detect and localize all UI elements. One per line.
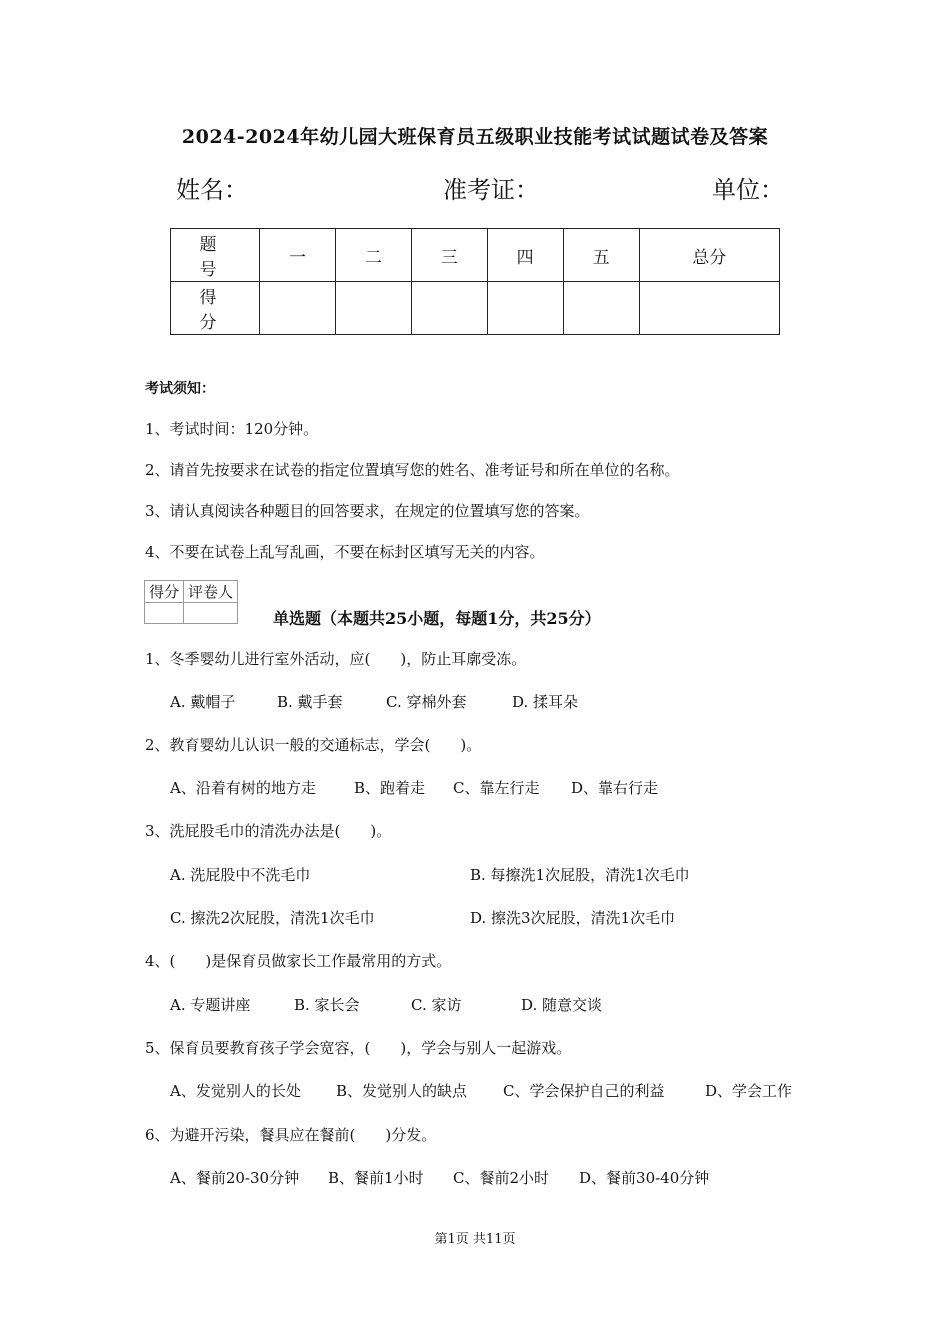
grader-box bbox=[144, 580, 238, 624]
section-title: 单选题（本题共25小题，每题1分，共25分） bbox=[273, 609, 601, 628]
score-table-cell: 总分 bbox=[639, 229, 779, 282]
notice-item: 3、请认真阅读各种题目的回答要求，在规定的位置填写您的答案。 bbox=[145, 502, 590, 520]
question-text: 5、保育员要教育孩子学会宽容，( )，学会与别人一起游戏。 bbox=[145, 1039, 572, 1057]
option: D. 随意交谈 bbox=[521, 996, 603, 1014]
score-table-cell: 五 bbox=[563, 229, 639, 282]
option: C. 擦洗2次屁股，清洗1次毛巾 bbox=[170, 909, 375, 927]
score-input-cell bbox=[260, 282, 336, 335]
score-table-cell: 题 号 bbox=[171, 229, 260, 282]
option: B. 戴手套 bbox=[277, 693, 343, 711]
question-text: 6、为避开污染，餐具应在餐前( )分发。 bbox=[145, 1126, 437, 1144]
option: D、靠右行走 bbox=[571, 779, 659, 797]
question-text: 4、( )是保育员做家长工作最常用的方式。 bbox=[145, 952, 452, 970]
score-input-cell bbox=[639, 282, 779, 335]
option: C. 穿棉外套 bbox=[386, 693, 467, 711]
score-table-cell: 一 bbox=[260, 229, 336, 282]
score-table-cell: 三 bbox=[411, 229, 487, 282]
option: B、发觉别人的缺点 bbox=[336, 1082, 468, 1100]
option: A、沿着有树的地方走 bbox=[170, 779, 316, 797]
score-input-cell bbox=[411, 282, 487, 335]
question-text: 2、教育婴幼儿认识一般的交通标志，学会( )。 bbox=[145, 736, 482, 754]
option: A. 戴帽子 bbox=[170, 693, 236, 711]
option: A、发觉别人的长处 bbox=[170, 1082, 301, 1100]
option: C、靠左行走 bbox=[453, 779, 540, 797]
name-field-label: 姓名： bbox=[176, 176, 248, 204]
score-table-cell: 得 分 bbox=[171, 282, 260, 335]
notice-item: 1、考试时间：120分钟。 bbox=[145, 420, 319, 438]
option: D. 擦洗3次屁股，清洗1次毛巾 bbox=[470, 909, 676, 927]
grader-score-cell bbox=[145, 603, 184, 624]
option: B. 每擦洗1次屁股，清洗1次毛巾 bbox=[470, 866, 690, 884]
option: A、餐前20-30分钟 bbox=[170, 1169, 300, 1187]
score-table-cell: 四 bbox=[487, 229, 563, 282]
option: C、餐前2小时 bbox=[453, 1169, 550, 1187]
notice-item: 2、请首先按要求在试卷的指定位置填写您的姓名、准考证号和所在单位的名称。 bbox=[145, 461, 680, 479]
option: A. 洗屁股中不洗毛巾 bbox=[170, 866, 311, 884]
question-text: 3、洗屁股毛巾的清洗办法是( )。 bbox=[145, 822, 392, 840]
option: B、跑着走 bbox=[354, 779, 426, 797]
score-table-cell: 二 bbox=[335, 229, 411, 282]
score-input-cell bbox=[563, 282, 639, 335]
document-title: 2024-2024年幼儿园大班保育员五级职业技能考试试题试卷及答案 bbox=[181, 126, 769, 148]
option: D、学会工作 bbox=[705, 1082, 793, 1100]
option: C、学会保护自己的利益 bbox=[503, 1082, 665, 1100]
question-text: 1、冬季婴幼儿进行室外活动，应( )，防止耳廓受冻。 bbox=[145, 650, 527, 668]
page-footer: 第1页 共11页 bbox=[434, 1232, 516, 1247]
score-input-cell bbox=[487, 282, 563, 335]
grader-name-cell bbox=[184, 603, 238, 624]
notice-title: 考试须知： bbox=[145, 381, 215, 397]
score-table-score-row bbox=[171, 282, 780, 335]
score-table-header-row bbox=[171, 229, 780, 282]
exam-number-field-label: 准考证： bbox=[443, 176, 539, 204]
option: C. 家访 bbox=[411, 996, 462, 1014]
option: D. 揉耳朵 bbox=[512, 693, 579, 711]
unit-field-label: 单位： bbox=[712, 176, 784, 204]
option: A. 专题讲座 bbox=[170, 996, 251, 1014]
option: B、餐前1小时 bbox=[328, 1169, 424, 1187]
grader-name-label: 评卷人 bbox=[184, 581, 238, 603]
option: D、餐前30-40分钟 bbox=[579, 1169, 710, 1187]
grader-score-label: 得分 bbox=[145, 581, 184, 603]
option: B. 家长会 bbox=[294, 996, 360, 1014]
score-input-cell bbox=[335, 282, 411, 335]
score-table bbox=[170, 228, 780, 335]
notice-item: 4、不要在试卷上乱写乱画，不要在标封区填写无关的内容。 bbox=[145, 543, 545, 561]
